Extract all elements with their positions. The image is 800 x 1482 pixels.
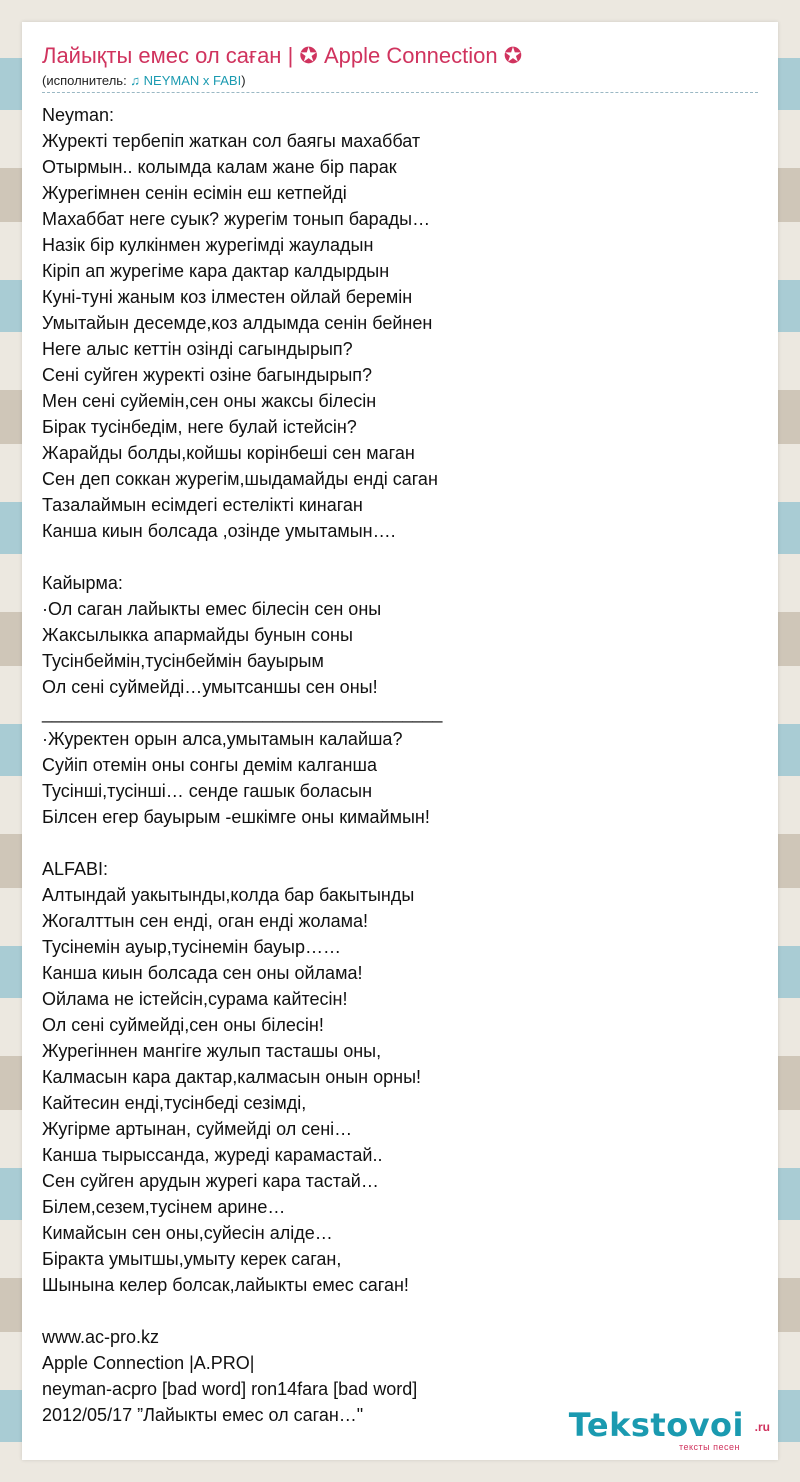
artist-prefix: (исполнитель: [42,73,131,88]
song-title: Лайықты емес ол саған | ✪ Apple Connection ✪ [42,43,523,68]
logo-name: Tekstovoi [568,1406,744,1444]
artist-suffix: ) [241,73,246,88]
artist-link[interactable]: ♫ NEYMAN x FABI [130,73,242,88]
artist-line [42,72,758,90]
song-header [42,40,758,93]
site-logo[interactable] [560,1406,770,1452]
lyrics-card [22,22,778,1460]
lyrics-text: Neyman: Журекті тербепіп жаткан сол баягы махаббат Отырмын.. колымда калам жане бір парак Журегімнен сенін есімін еш кетпейді Махаббат неге суык? журегім тонып барады… Назік бір кулкінмен журегімді жауладын Кіріп ап журегіме кара дактар калдырдын Куні-туні жаным коз ілместен ойлай беремін Умытайын десемде,коз алдымда сенін бейнен Неге алыс кеттін озінді сагындырып? Сені суйген журекті озіне багындырып? Мен сені суйемін,сен оны жаксы білесін Бірак тусінбедім, неге булай істейсін? Жарайды болды,койшы корінбеші сен маган Сен деп соккан журегім,шыдамайды енді саган Тазалаймын есімдегі естелікті кинаган Канша киын болсада ,озінде умытамын…. Кайырма: ·Ол саган лайыкты емес білесін сен оны Жаксылыкка апармайды бунын соны Тусінбеймін,тусінбеймін бауырым Ол сені суймейді…умытсаншы сен оны! ________________________________________ ·Журектен орын алса,умытамын калайша? Суйіп отемін оны сонгы демім калганша Тусінші,тусінші… сенде гашык боласын Білсен егер бауырым -ешкімге оны кимаймын! ALFABI: Алтындай уакытынды,колда бар бакытынды Жогалттын сен енді, оган енді жолама! Тусінемін ауыр,тусінемін бауыр…… Канша киын болсада сен оны ойлама! Ойлама не істейсін,сурама кайтесін! Ол сені суймейді,сен оны білесін! Журегіннен мангіге жулып тасташы оны, Калмасын кара дактар,калмасын онын орны! Кайтесин енді,тусінбеді сезімді, Жугірме артынан, суймейді ол сені… Канша тырыссанда, журеді карамастай.. Сен суйген арудын журегі кара тастай… Білем,сезем,тусінем арине… Кимайсын сен оны,суйесін аліде… Біракта умытшы,умыту керек саган, Шынына келер болсак,лайыкты емес саган! www.ac-pro.kz Apple Connection |A.PRO| neyman-acpro [bad word] ron14fara [bad word] 2012/05/17 ”Лайыкты емес ол саган…" [42,105,443,1425]
logo-tagline: тексты песен [678,1442,740,1452]
logo-tld: .ru [754,1420,770,1434]
